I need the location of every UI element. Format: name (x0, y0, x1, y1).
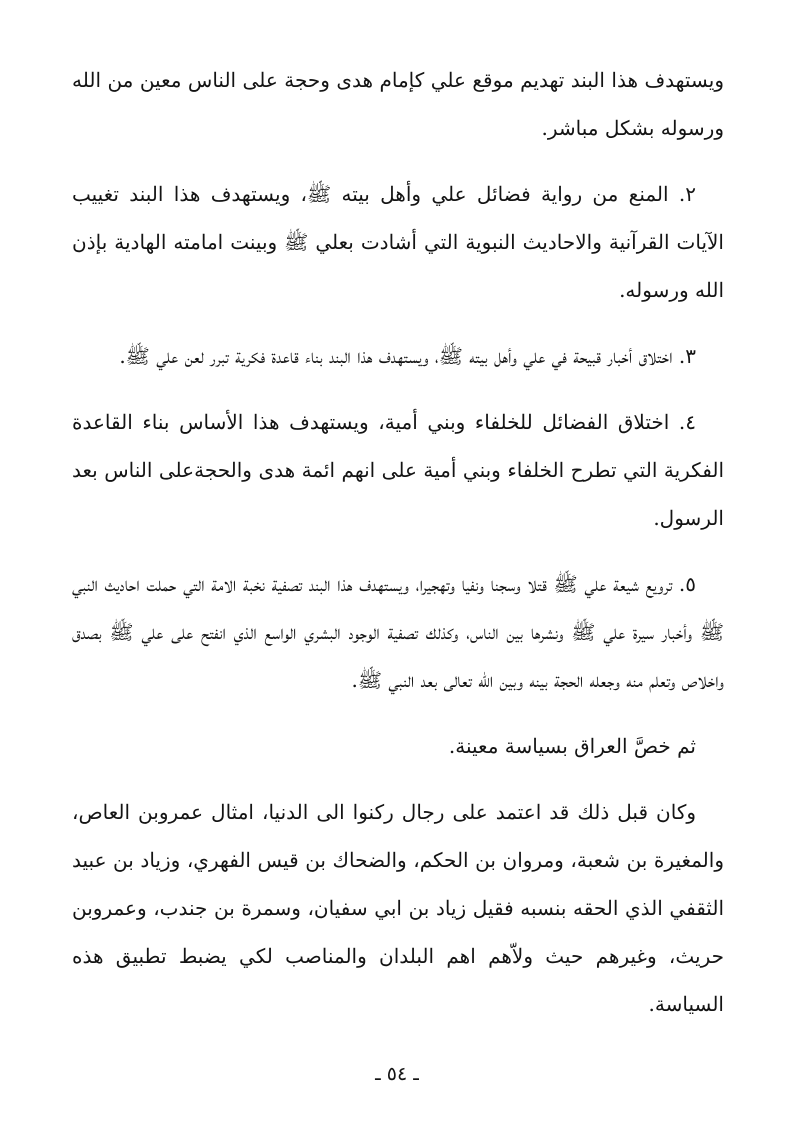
paragraph-item-5: ٥. ترويع شيعة علي ﷺ قتلا وسجنا ونفيا وتهجيرا، ويستهدف هذا البند تصفية نخبة الامة التي حملت احاديث النبي ﷺ وأخبار سيرة علي ﷺ ونشرها بين الناس، وكذلك تصفية الوجود البشري الواسع الذي انفتح على علي ﷺ بصدق واخلاص وتعلم منه وجعله الحجة بينه وبين الله تعالى بعد النبي ﷺ. (72, 572, 724, 692)
paragraph-iraq: ثم خصَّ العراق بسياسة معينة. (448, 734, 696, 758)
paragraph-item-3: ٣. اختلاق أخبار قبيحة في علي وأهل بيته ﷺ، ويستهدف هذا البند بناء قاعدة فكرية تبرر لعن علي ﷺ. (119, 344, 696, 368)
page-number: ـ ٥٤ ـ (375, 1063, 419, 1085)
paragraph-intro: ويستهدف هذا البند تهديم موقع علي كإمام هدى وحجة على الناس معين من الله ورسوله بشكل مباشر. (72, 68, 724, 140)
paragraph-item-2: ٢. المنع من رواية فضائل علي وأهل بيته ﷺ، ويستهدف هذا البند تغييب الآيات القرآنية والاحاديث النبوية التي أشادت بعلي ﷺ وبينت امامته الهادية بإذن الله ورسوله. (72, 182, 724, 302)
paragraph-item-4: ٤. اختلاق الفضائل للخلفاء وبني أمية، ويستهدف هذا الأساس بناء القاعدة الفكرية التي تطرح الخلفاء وبني أمية على انهم ائمة هدى والحجةعلى الناس بعد الرسول. (72, 410, 724, 530)
page-body (72, 56, 724, 1046)
paragraph-men: وكان قبل ذلك قد اعتمد على رجال ركنوا الى الدنيا، امثال عمروبن العاص، والمغيرة بن شعبة، ومروان بن الحكم، والضحاك بن قيس الفهري، وزياد بن عبيد الثقفي الذي الحقه بنسبه فقيل زياد بن ابي سفيان، وسمرة بن جندب، وعمروبن حريث، وغيرهم حيث ولاّهم اهم البلدان والمناصب لكي يضبط تطبيق هذه السياسة. (72, 800, 724, 1016)
